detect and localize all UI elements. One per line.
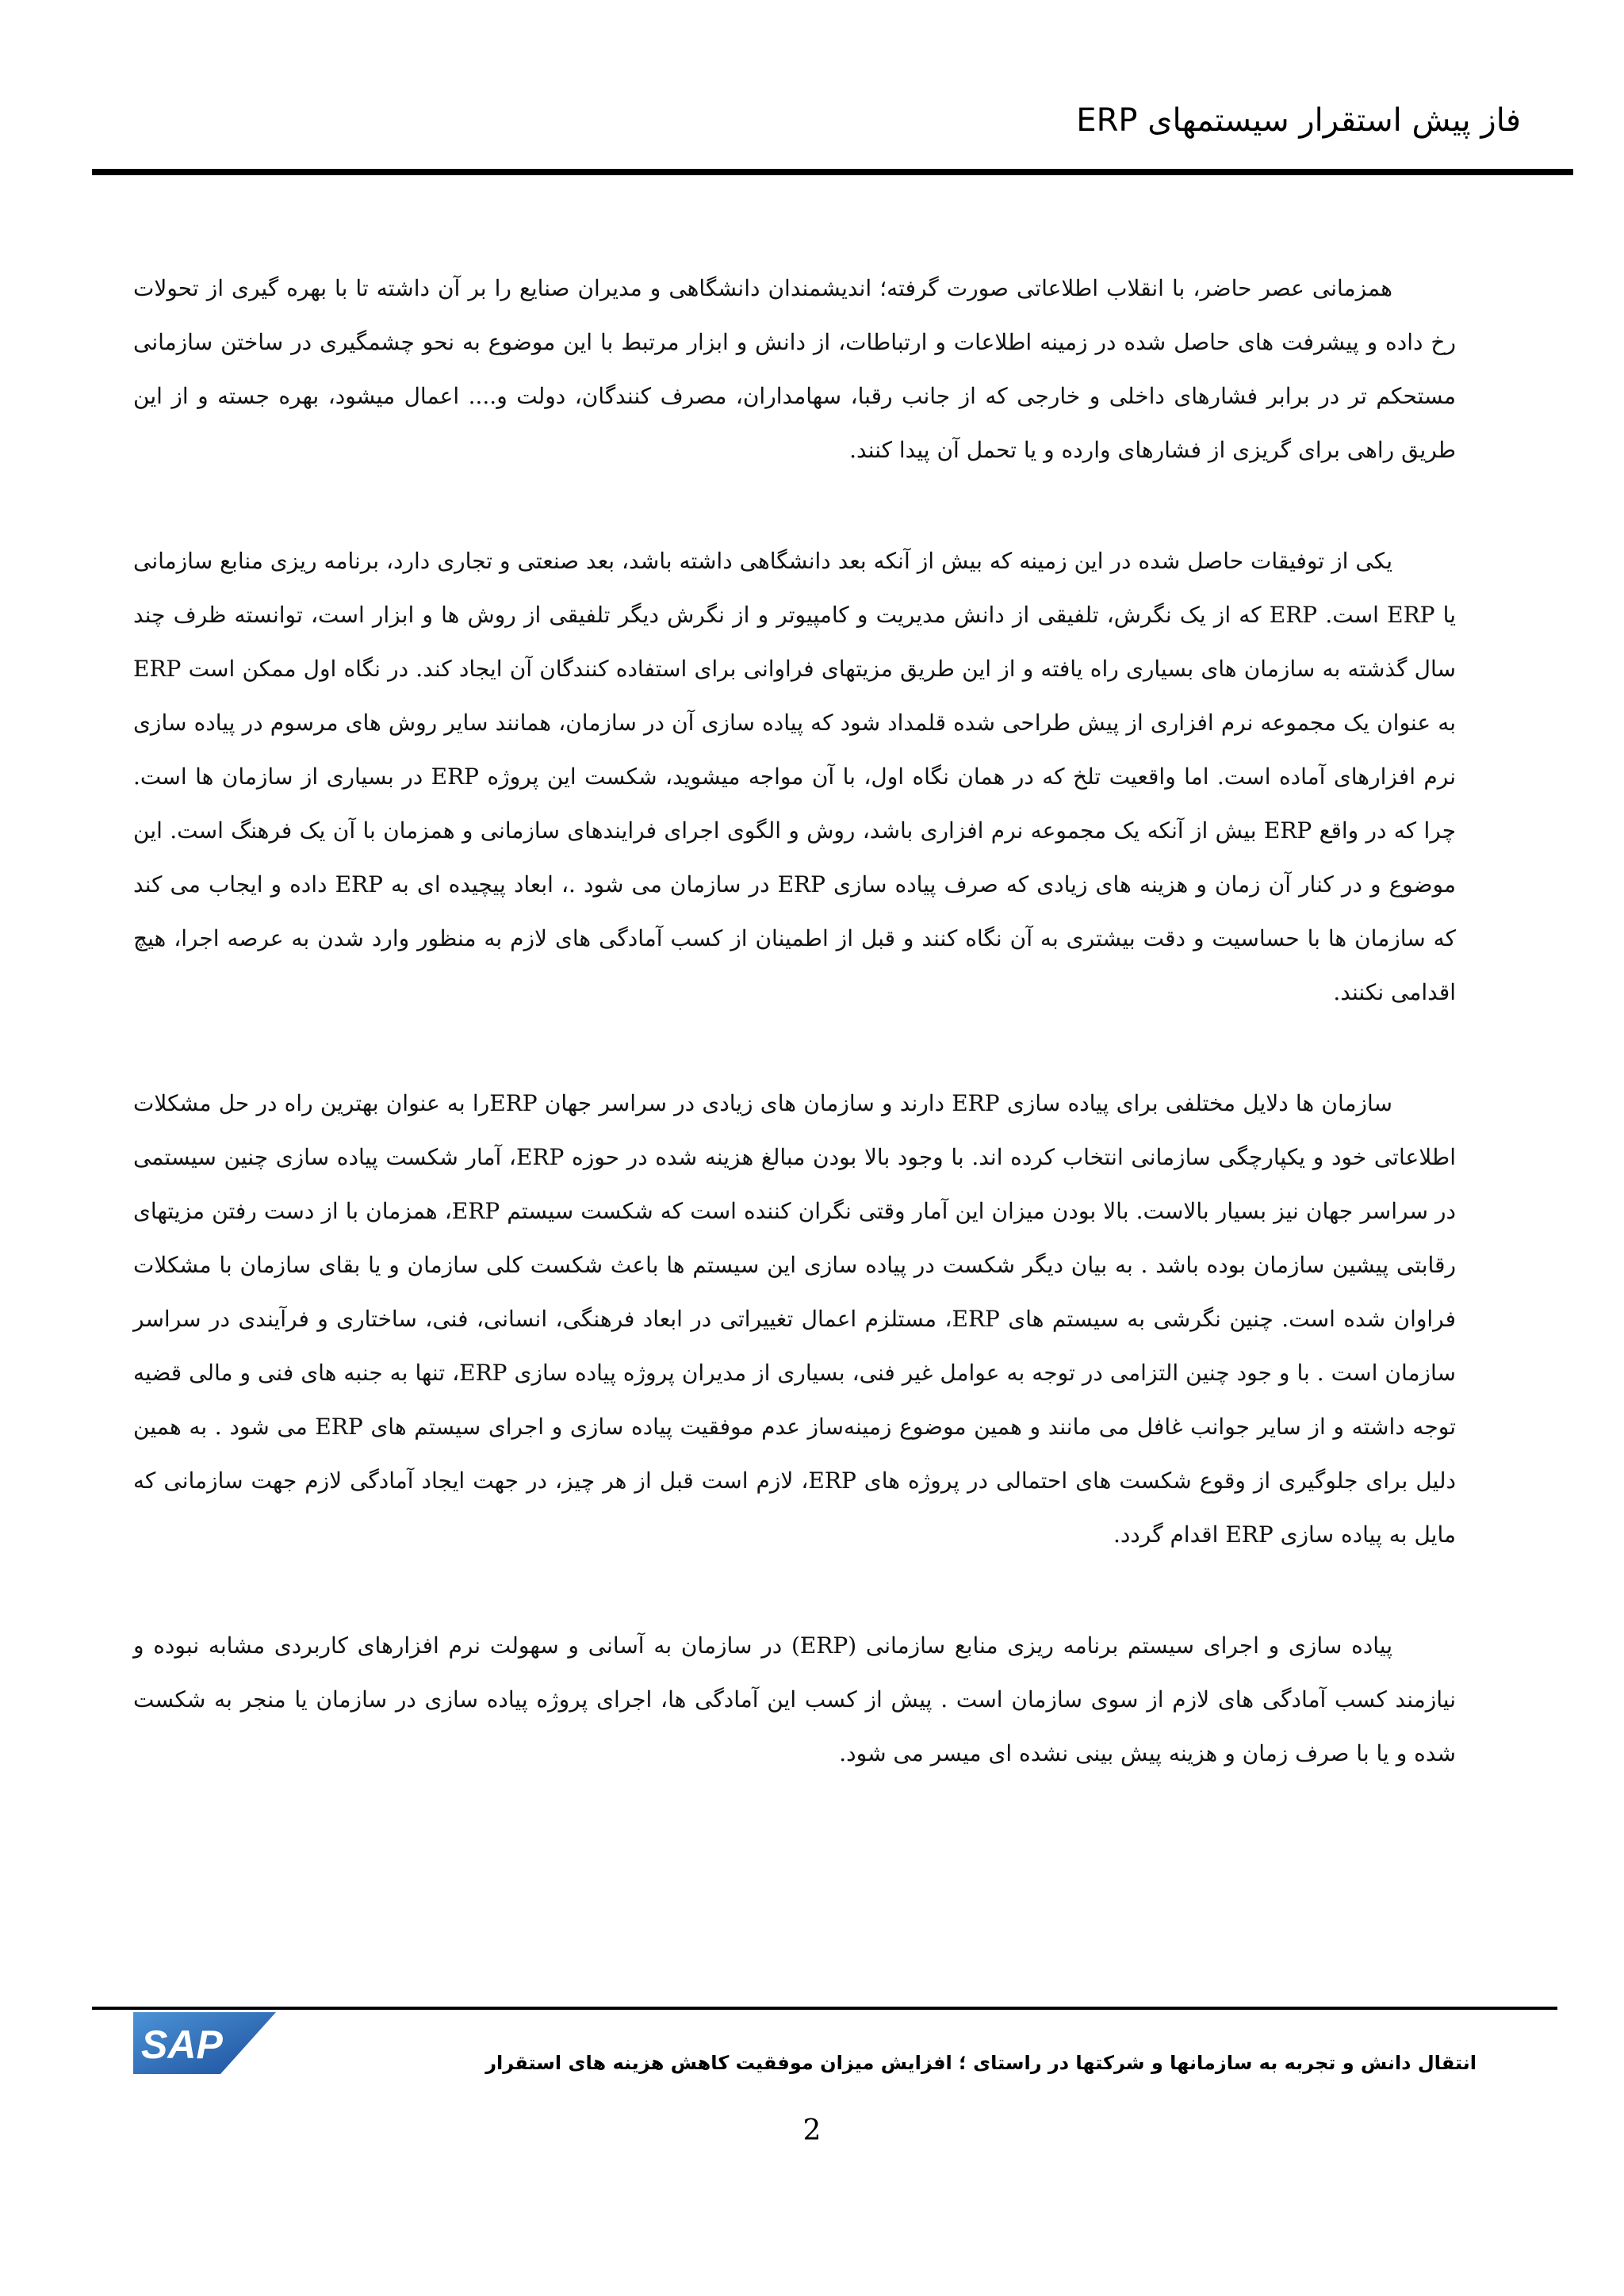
header-divider	[92, 169, 1573, 175]
body-paragraph-4: پیاده سازی و اجرای سیستم برنامه ریزی منابع سازمانی (ERP) در سازمان به آسانی و سهولت نرم افزارهای کاربردی مشابه نبوده و نیازمند کسب آمادگی های لازم از سوی سازمان است . پیش از کسب این آمادگی ها، اجرای پروژه پیاده سازی در سازمان یا منجر به شکست شده و یا با صرف زمان و هزینه پیش بینی نشده ای میسر می شود.	[133, 1632, 1456, 1766]
sap-logo	[133, 2012, 276, 2074]
body-paragraph-3: سازمان ها دلایل مختلفی برای پیاده سازی ERP دارند و سازمان های زیادی در سراسر جهان ERPرا به عنوان بهترین راه در حل مشکلات اطلاعاتی خود و یکپارچگی سازمانی انتخاب کرده اند. با وجود بالا بودن مبالغ هزینه شده در حوزه ERP، آمار شکست پیاده سازی چنین سیستمی در سراسر جهان نیز بسیار بالاست. بالا بودن میزان این آمار وقتی نگران کننده است که شکست سیستم ERP، همزمان با از دست رفتن مزیتهای رقابتی پیشین سازمان بوده باشد . به بیان دیگر شکست در پیاده سازی این سیستم ها باعث شکست کلی سازمان و یا بقای سازمان با مشکلات فراوان شده است. چنین نگرشی به سیستم های ERP، مستلزم اعمال تغییراتی در ابعاد فرهنگی، انسانی، فنی، ساختاری و فرآیندی در سراسر سازمان است . با و جود چنین التزامی در توجه به عوامل غیر فنی، بسیاری از مدیران پروژه پیاده سازی ERP، تنها به جنبه های فنی و مالی قضیه توجه داشته و از سایر جوانب غافل می مانند و همین موضوع زمینه‌ساز عدم موفقیت پیاده سازی و اجرای سیستم های ERP می شود . به همین دلیل برای جلوگیری از وقوع شکست های احتمالی در پروژه های ERP، لازم است قبل از هر چیز، در جهت ایجاد آمادگی لازم جهت سازمانی که مایل به پیاده سازی ERP اقدام گردد.	[133, 1090, 1456, 1548]
body-paragraph-2: یکی از توفیقات حاصل شده در این زمینه که بیش از آنکه بعد دانشگاهی داشته باشد، بعد صنعتی و تجاری دارد، برنامه ریزی منابع سازمانی یا ERP است. ERP که از یک نگرش، تلفیقی از دانش مدیریت و کامپیوتر و از نگرش دیگر تلفیقی از روش ها و ابزار است، توانسته ظرف چند سال گذشته به سازمان های بسیاری راه یافته و از این طریق مزیتهای فراوانی برای استفاده کنندگان آن ایجاد کند. در نگاه اول ممکن است ERP به عنوان یک مجموعه نرم افزاری از پیش طراحی شده قلمداد شود که پیاده سازی آن در سازمان، همانند سایر روش های مرسوم در پیاده سازی نرم افزارهای آماده است. اما واقعیت تلخ که در همان نگاه اول، با آن مواجه میشوید، شکست این پروژه ERP در بسیاری از سازمان ها است. چرا که در واقع ERP بیش از آنکه یک مجموعه نرم افزاری باشد، روش و الگوی اجرای فرایندهای سازمانی و همزمان با آن یک فرهنگ است. این موضوع و در کنار آن زمان و هزینه های زیادی که صرف پیاده سازی ERP در سازمان می شود .، ابعاد پیچیده ای به ERP داده و ایجاب می کند که سازمان ها با حساسیت و دقت بیشتری به آن نگاه کنند و قبل از اطمینان از کسب آمادگی های لازم به منظور وارد شدن به عرصه اجرا، هیچ اقدامی نکنند.	[133, 548, 1457, 1005]
footer-caption: انتقال دانش و تجربه به سازمانها و شرکتها در راستای ؛ افزایش میزان موفقیت کاهش هزینه های استقرار	[485, 2052, 1477, 2074]
page-header-title: فاز پیش استقرار سیستمهای ERP	[1076, 102, 1521, 139]
body-paragraph-1: همزمانی عصر حاضر، با انقلاب اطلاعاتی صورت گرفته؛ اندیشمندان دانشگاهی و مدیران صنایع را بر آن داشته تا با بهره گیری از تحولات رخ داده و پیشرفت های حاصل شده در زمینه اطلاعات و ارتباطات، از دانش و ابزار مرتبط با این موضوع به نحو چشمگیری در ساختن سازمانی مستحکم تر در برابر فشارهای داخلی و خارجی که از جانب رقبا، سهامداران، مصرف کنندگان، دولت و.... اعمال میشود، بهره جسته و از این طریق راهی برای گریزی از فشارهای وارده و یا تحمل آن پیدا کنند.	[133, 275, 1456, 463]
document-body	[133, 262, 1456, 1838]
page-number: 2	[802, 2114, 822, 2147]
footer-divider	[92, 2007, 1557, 2010]
sap-logo-text: SAP	[141, 2022, 223, 2067]
